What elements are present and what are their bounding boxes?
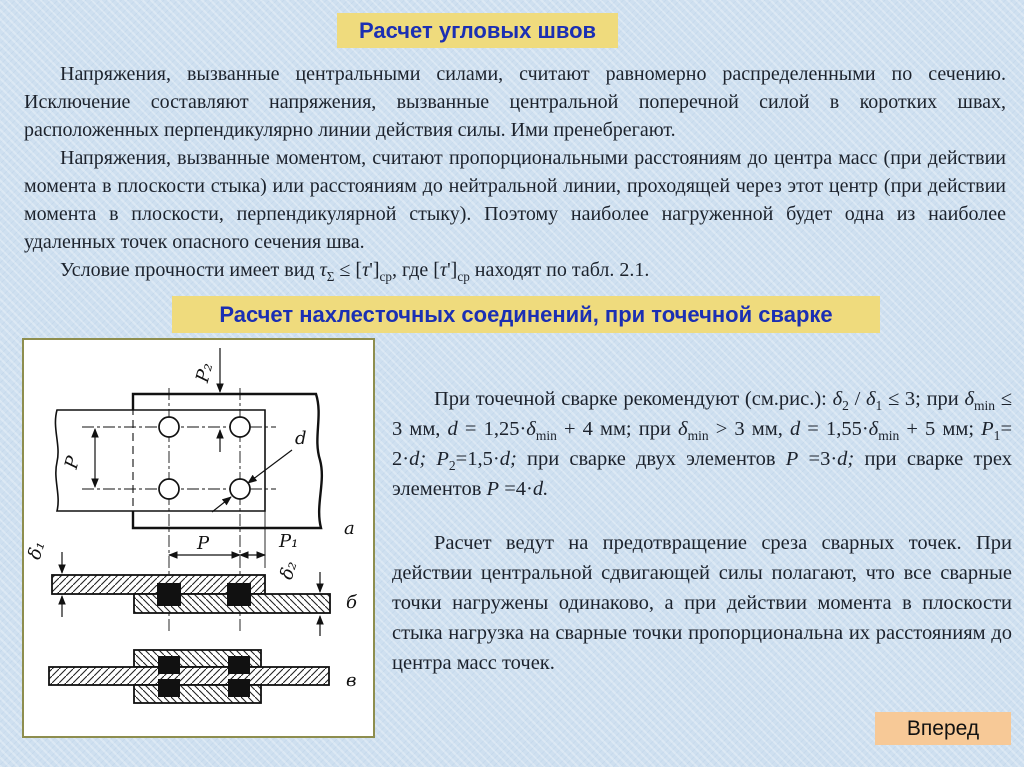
slide-title: Расчет угловых швов bbox=[358, 17, 597, 43]
slide-title-banner bbox=[337, 13, 618, 48]
middle-plate-section-v bbox=[49, 667, 329, 685]
label-view-v: в bbox=[346, 670, 357, 691]
spot-weld-diagram-box bbox=[22, 338, 375, 738]
label-d: d bbox=[295, 428, 307, 449]
right-text-column bbox=[392, 384, 1012, 678]
forward-button-label: Вперед bbox=[906, 716, 980, 740]
spot-weld-recommendations: При точечной сварке рекомендуют (см.рис.): $\delta_2 / \delta_1 \le 3$; при $\delta_{min} \le 3$ мм, $d = 1,25\cdot\delta_{min} + 4$ мм; при $\delta_{min} > 3$ мм, $d = 1,55\cdot\delta_{min} + 5$ мм; $P_1= 2\cdot d$; $P_2=1,5\cdot d$; при сварке двух элементов P =3·d; при сварке трех элементов P =4·d. bbox=[392, 388, 1013, 500]
intro-text-block bbox=[24, 60, 1006, 284]
spot-weld-diagram bbox=[24, 340, 373, 736]
label-p1-bottom: Р₁ bbox=[279, 531, 299, 552]
section2-title: Расчет нахлесточных соединений, при точечной сварке bbox=[219, 301, 833, 327]
view-v-section bbox=[49, 650, 356, 703]
shear-calculation-paragraph: Расчет ведут на предотвращение среза сварных точек. При действии центральной сдвигающей силы полагают, что все сварные точки нагружены одинаково, а при действии момента в плоскости стыка нагрузка на сварные точки пропорциональна их расстояниям до центра масс точек. bbox=[392, 532, 1012, 674]
paragraph-moment: Напряжения, вызванные моментом, считают пропорциональными расстояниям до центра масс (при действии момента в плоскости стыка) или расстояниям до нейтральной линии, проходящей через этот центр (при действии момента в плоскости, перпендикулярной стыку). Поэтому наиболее нагруженной будет одна из наиболее удаленных точек опасного сечения шва. bbox=[24, 147, 1006, 253]
label-p-left: Р bbox=[60, 454, 85, 472]
label-view-a: а bbox=[344, 518, 355, 539]
paragraph-central-forces: Напряжения, вызванные центральными силами, считают равномерно распределенными по сечению. Исключение составляют напряжения, вызванные центральной поперечной силой в коротких швах, расположенных перпендикулярно линии действия силы. Ими пренебрегают. bbox=[24, 63, 1006, 141]
label-delta2: δ₂ bbox=[275, 558, 302, 583]
section2-banner bbox=[172, 296, 880, 333]
label-p-bottom: Р bbox=[197, 533, 210, 554]
forward-button[interactable] bbox=[875, 712, 1011, 745]
label-view-b: б bbox=[346, 592, 357, 613]
view-b-section bbox=[24, 538, 358, 636]
label-p2: Р₂ bbox=[192, 360, 218, 385]
label-delta1: δ₁ bbox=[24, 538, 50, 563]
strength-condition-formula: Условие прочности имеет вид $\tau_\Sigma \le [\tau']_{ср}$, где $[\tau']_{ср}$ находят по табл. 2.1. bbox=[60, 259, 650, 284]
